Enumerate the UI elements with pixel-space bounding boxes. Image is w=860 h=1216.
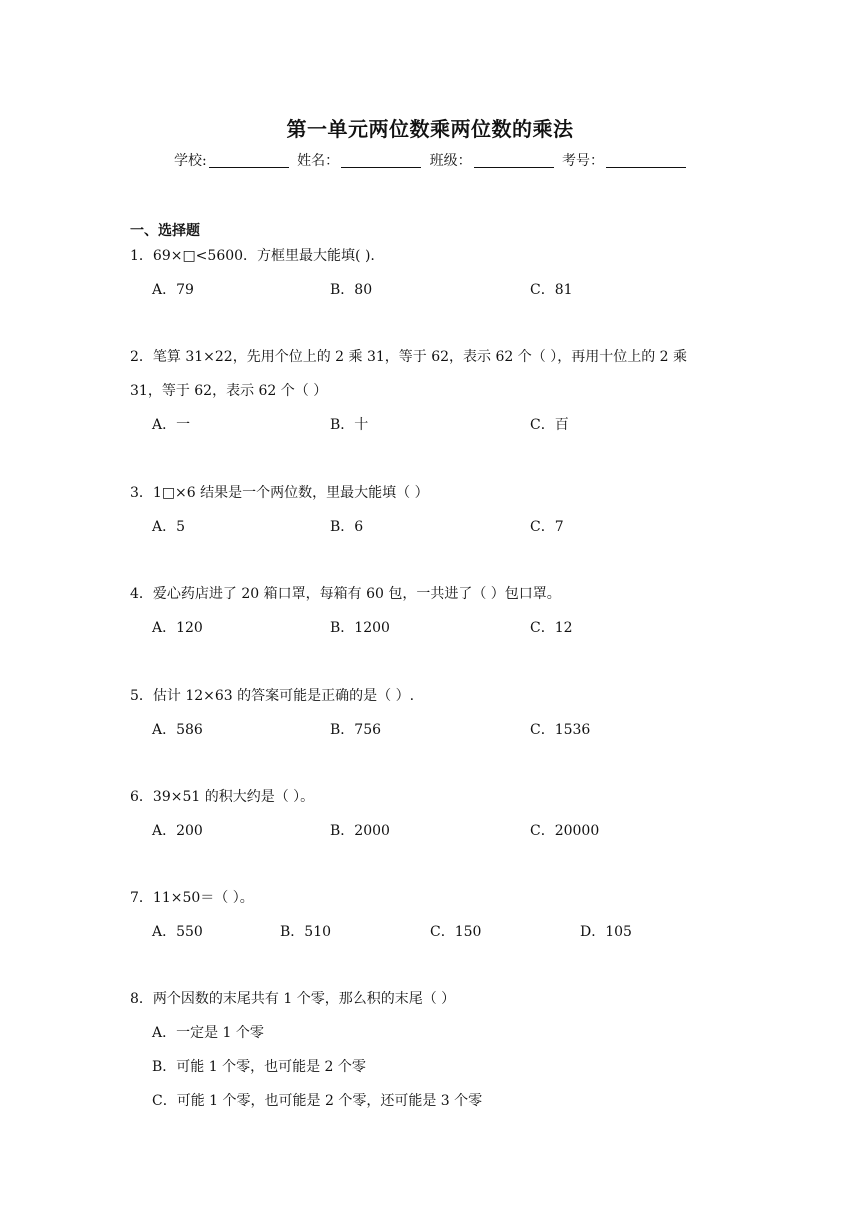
exam-number-field	[562, 150, 686, 170]
question-stem: 3．1□×6 结果是一个两位数，里最大能填（ ）	[130, 485, 429, 501]
question-options	[130, 408, 730, 442]
exam-number-blank[interactable]	[606, 153, 686, 168]
page-title: 第一单元两位数乘两位数的乘法	[286, 117, 574, 141]
option-b[interactable]: B．1200	[330, 620, 390, 636]
option-b[interactable]: B．510	[280, 924, 332, 940]
option-a[interactable]: A．586	[152, 722, 203, 738]
question-stem-line-2: 31，等于 62，表示 62 个（ ）	[130, 383, 328, 399]
option-a[interactable]: A．200	[152, 823, 203, 839]
option-c[interactable]: C．12	[530, 620, 573, 636]
option-b[interactable]: B．6	[330, 519, 364, 535]
question-stem: 8．两个因数的末尾共有 1 个零，那么积的末尾（ ）	[130, 991, 456, 1007]
option-a[interactable]: A．一	[152, 417, 191, 433]
class-field	[430, 150, 554, 170]
option-d[interactable]: D．105	[580, 924, 632, 940]
question-1	[130, 239, 730, 307]
option-b[interactable]: B．十	[330, 417, 369, 433]
question-4	[130, 577, 730, 645]
question-options	[130, 713, 730, 747]
option-c[interactable]: C．7	[530, 519, 564, 535]
option-c[interactable]: C．20000	[530, 823, 600, 839]
option-a[interactable]: A．5	[152, 519, 186, 535]
question-stem: 7．11×50＝（ ）。	[130, 890, 254, 906]
option-a[interactable]: A．79	[152, 282, 194, 298]
question-stem-line-1: 2．笔算 31×22，先用个位上的 2 乘 31，等于 62，表示 62 个（ ），再用十位上的 2 乘	[130, 349, 688, 365]
option-b[interactable]: B．756	[330, 722, 382, 738]
question-options	[130, 510, 730, 544]
option-c[interactable]: C．1536	[530, 722, 591, 738]
option-a[interactable]: A．一定是 1 个零	[152, 1025, 264, 1041]
option-c[interactable]: C．百	[530, 417, 569, 433]
option-a[interactable]: A．550	[152, 924, 203, 940]
option-c[interactable]: C．可能 1 个零，也可能是 2 个零，还可能是 3 个零	[152, 1093, 483, 1109]
question-stem: 1．69×□<5600．方框里最大能填( ).	[130, 248, 375, 264]
name-field	[297, 150, 421, 170]
question-stem: 5．估计 12×63 的答案可能是正确的是（ ）.	[130, 688, 415, 704]
school-blank[interactable]	[209, 153, 289, 168]
option-b[interactable]: B．可能 1 个零，也可能是 2 个零	[152, 1059, 366, 1075]
name-label: 姓名：	[297, 153, 340, 169]
class-label: 班级：	[429, 153, 472, 169]
option-a[interactable]: A．120	[152, 620, 203, 636]
question-options	[130, 814, 730, 848]
option-c[interactable]: C．150	[430, 924, 482, 940]
option-b[interactable]: B．80	[330, 282, 373, 298]
question-stem: 4．爱心药店进了 20 箱口罩，每箱有 60 包，一共进了（ ）包口罩。	[130, 586, 561, 602]
school-label: 学校:	[173, 153, 207, 169]
question-3	[130, 476, 730, 544]
question-6	[130, 780, 730, 848]
question-2	[130, 340, 730, 442]
question-5	[130, 679, 730, 747]
option-c[interactable]: C．81	[530, 282, 573, 298]
question-options	[130, 273, 730, 307]
exam-number-label: 考号：	[562, 153, 605, 169]
question-options	[130, 611, 730, 645]
question-options	[130, 915, 730, 949]
option-b[interactable]: B．2000	[330, 823, 390, 839]
class-blank[interactable]	[474, 153, 554, 168]
question-8	[130, 982, 730, 1118]
question-7	[130, 881, 730, 949]
section-title: 一、选择题	[130, 223, 200, 239]
question-stem: 6．39×51 的积大约是（ ）。	[130, 789, 315, 805]
school-field	[174, 150, 289, 170]
name-blank[interactable]	[341, 153, 421, 168]
student-info-line	[0, 150, 860, 170]
